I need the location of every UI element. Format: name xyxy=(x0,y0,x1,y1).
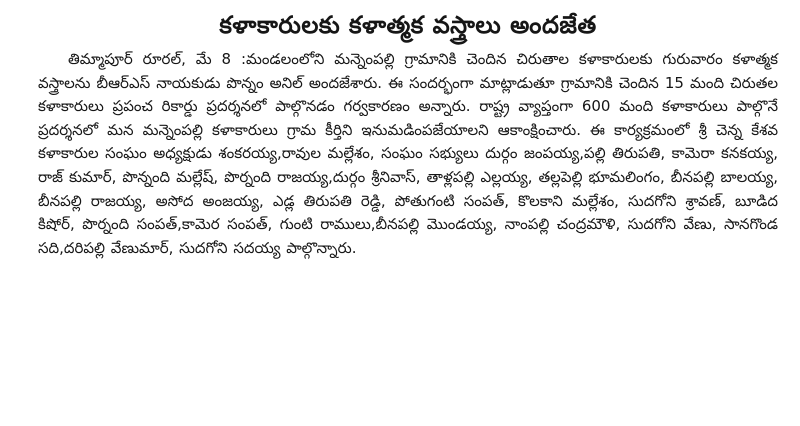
article-headline: కళాకారులకు కళాత్మక వస్త్రాలు అందజేత xyxy=(219,11,597,39)
news-clipping xyxy=(38,4,778,422)
article-body: తిమ్మాపూర్ రూరల్, మే 8 :మండలంలోని మన్నెంపల్లి గ్రామానికి చెందిన చిరుతాల కళాకారులకు గురువారం కళాత్మక వస్త్రాలను బీఆర్ఎస్ నాయకుడు పొన్నం అనిల్ అందజేశారు. ఈ సందర్భంగా మాట్లాడుతూ గ్రామానికి చెందిన 15 మంది చిరుతల కళాకారులు ప్రపంచ రికార్డు ప్రదర్శనలో పాల్గొనడం గర్వకారణం అన్నారు. రాష్ట్ర వ్యాప్తంగా 600 మంది కళాకారులు పాల్గొనే ప్రదర్శనలో మన మన్నెంపల్లి కళాకారులు గ్రామ కీర్తిని ఇనుమడింపజేయాలని ఆకాంక్షించారు. ఈ కార్యక్రమంలో శ్రీ చెన్న కేశవ కళాకారుల సంఘం అధ్యక్షుడు శంకరయ్య,రావుల మల్లేశం, సంఘం సభ్యులు దుర్గం జంపయ్య,పల్లి తిరుపతి, కామెరా కనకయ్య, రాజ్ కుమార్, పొన్నంది మల్లేష్, పొర్నంది రాజయ్య,దుర్గం శ్రీనివాస్, తాళ్లపల్లి ఎల్లయ్య, తల్లపెల్లి భూమలింగం, బీనపల్లి బాలయ్య, బీనపల్లి రాజయ్య, అసోద అంజయ్య, ఎడ్ల తిరుపతి రెడ్డి, పోతుగంటి సంపత్, కొలకాని మల్లేశం, సుదగోని శ్రావణ్, బూడిద కిషోర్, పొర్నంది సంపత్,కామెర సంపత్, గుంటి రాములు,బీనపల్లి మొండయ్య, నాంపల్లి చంద్రమౌళి, సుదగోని వేణు, సానగొండ సది,దరిపల్లి వేణుమార్, సుదగోని సదయ్య పాల్గొన్నారు. xyxy=(38,50,778,257)
